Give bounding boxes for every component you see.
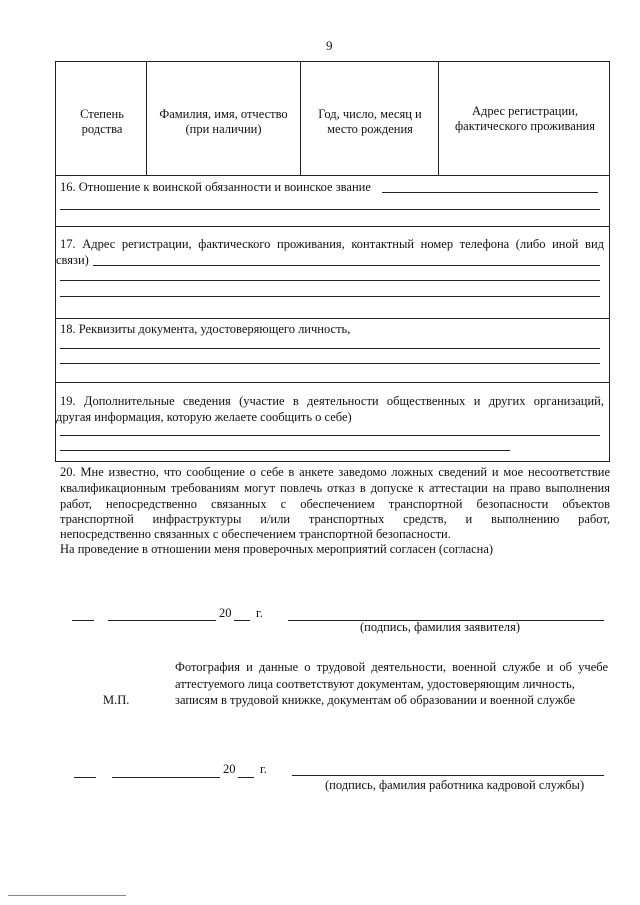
declaration-line3: работ, непосредственно связанных с обеспечением транспортной безопасности объектов bbox=[60, 497, 610, 511]
hr-signature-caption: (подпись, фамилия работника кадровой службы) bbox=[325, 778, 585, 792]
section-17-label-line2: связи) bbox=[56, 253, 89, 267]
declaration-line5: непосредственно связанных с обеспечением транспортной безопасности. bbox=[60, 527, 451, 541]
stamp-placeholder: М.П. bbox=[103, 693, 130, 707]
header-address: Адрес регистрации, фактического проживания bbox=[455, 104, 595, 133]
applicant-year-prefix: 20 bbox=[219, 606, 232, 620]
section-18-fill-line[interactable] bbox=[60, 348, 600, 349]
section-16-fill-line-2[interactable] bbox=[60, 209, 600, 210]
section-18-fill-line-2[interactable] bbox=[60, 363, 600, 364]
section-16-fill-line[interactable] bbox=[382, 192, 598, 193]
section-19-label-line2: другая информация, которую желаете сообщить о себе) bbox=[56, 410, 352, 424]
header-kinship: Степень родства bbox=[80, 107, 124, 136]
applicant-year-field[interactable] bbox=[234, 620, 250, 621]
section-16-label: 16. Отношение к воинской обязанности и воинское звание bbox=[60, 180, 371, 194]
hr-statement-line3: записям в трудовой книжке, документам об образовании и военной службе bbox=[175, 693, 576, 707]
header-full-name: Фамилия, имя, отчество (при наличии) bbox=[159, 107, 288, 136]
page-number: 9 bbox=[326, 38, 333, 53]
section-17-fill-line[interactable] bbox=[93, 265, 600, 266]
section-19-fill-line[interactable] bbox=[60, 435, 600, 436]
hr-month-field[interactable] bbox=[112, 777, 220, 778]
hr-signature-field[interactable] bbox=[292, 775, 604, 776]
hr-year-suffix: г. bbox=[260, 762, 267, 776]
applicant-month-field[interactable] bbox=[108, 620, 216, 621]
scan-artifact bbox=[8, 895, 126, 896]
hr-statement-line2: аттестуемого лица соответствуют документам, удостоверяющим личность, bbox=[175, 677, 575, 691]
hr-statement-line1: Фотография и данные о трудовой деятельности, военной службе и об учебе bbox=[175, 660, 608, 674]
section-17-fill-line-3[interactable] bbox=[60, 296, 600, 297]
applicant-signature-caption: (подпись, фамилия заявителя) bbox=[360, 620, 521, 634]
section-18-label: 18. Реквизиты документа, удостоверяющего личность, bbox=[60, 322, 351, 336]
header-birth-date-place: Год, число, месяц и место рождения bbox=[318, 107, 422, 136]
applicant-day-field[interactable] bbox=[72, 620, 94, 621]
hr-year-prefix: 20 bbox=[223, 762, 236, 776]
section-17-label-line1: 17. Адрес регистрации, фактического проживания, контактный номер телефона (либо иной вид bbox=[60, 237, 604, 251]
declaration-line1: 20. Мне известно, что сообщение о себе в анкете заведомо ложных сведений и мое несоответствие bbox=[60, 465, 610, 479]
section-19-label-line1: 19. Дополнительные сведения (участие в деятельности общественных и других организаций, bbox=[60, 394, 604, 408]
section-19-fill-line-2[interactable] bbox=[60, 450, 510, 451]
hr-year-field[interactable] bbox=[238, 777, 254, 778]
applicant-year-suffix: г. bbox=[256, 606, 263, 620]
section-17-fill-line-2[interactable] bbox=[60, 280, 600, 281]
hr-day-field[interactable] bbox=[74, 777, 96, 778]
consent-statement: На проведение в отношении меня проверочных мероприятий согласен (согласна) bbox=[60, 542, 494, 556]
declaration-line2: квалификационным требованиям могут повлечь отказ в допуске к аттестации на право выполнения bbox=[60, 481, 610, 495]
declaration-line4: транспортной инфраструктуры и/или транспортных средств, и выполнению работ, bbox=[60, 512, 610, 526]
